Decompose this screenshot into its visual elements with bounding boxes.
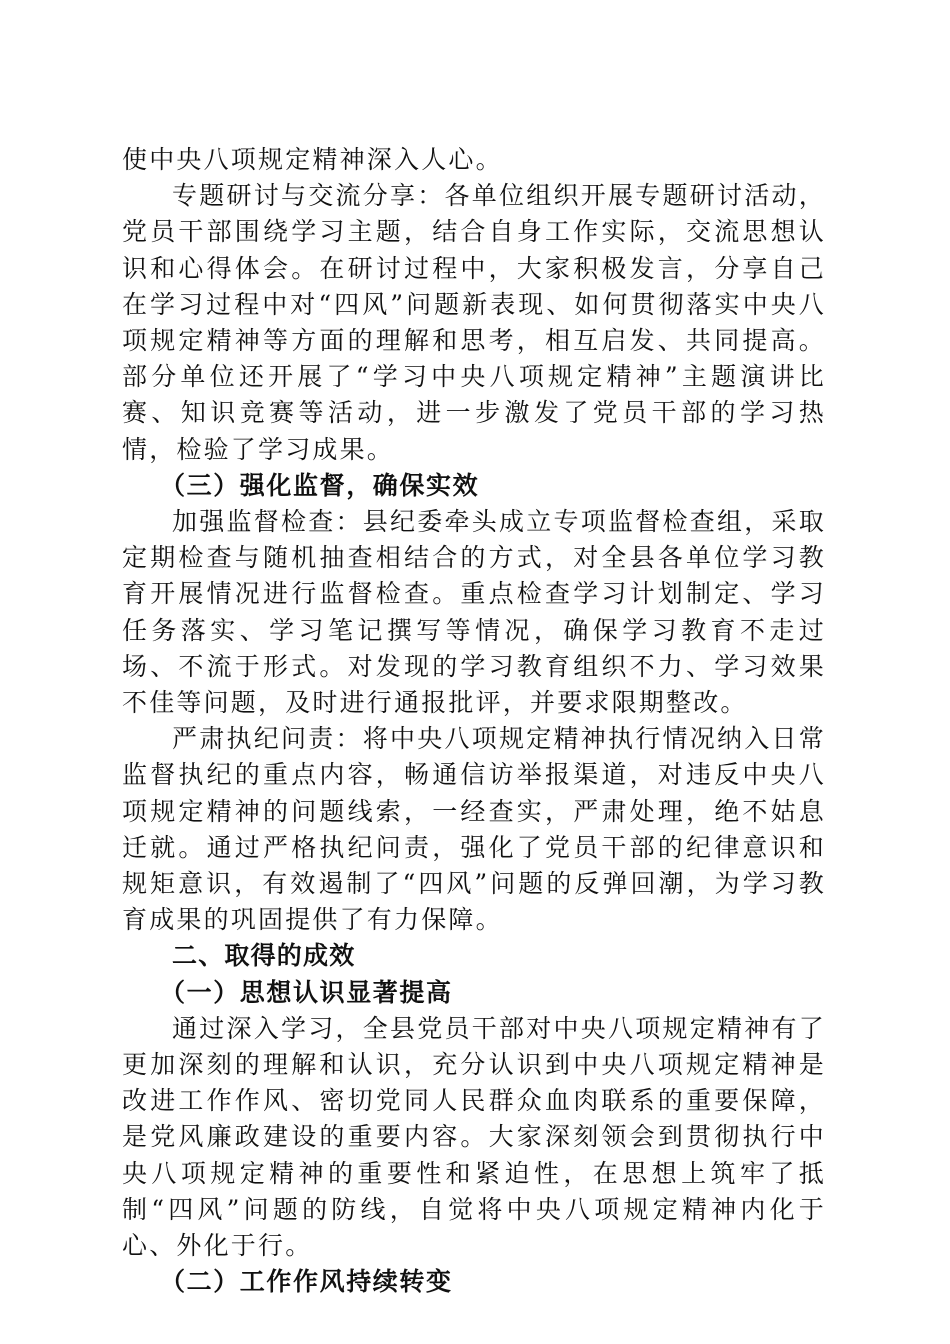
- chapter-heading-achievements: 二、取得的成效: [172, 941, 356, 971]
- paragraph-ideological-awareness: 通过深入学习，全县党员干部对中央八项规定精神有了更加深刻的理解和认识，充分认识到中央八项规定精神是改进工作作风、密切党同人民群众血肉联系的重要保障，是党风廉政建设的重要内容。大家深刻领会到贯彻执行中央八项规定精神的重要性和紧迫性，在思想上筑牢了抵制“四风”问题的防线，自觉将中央八项规定精神内化于心、外化于行。: [122, 1013, 826, 1261]
- section-heading-work-style: （二）工作作风持续转变: [160, 1267, 453, 1297]
- paragraph-seminar-exchange: 专题研讨与交流分享：各单位组织开展专题研讨活动，党员干部围绕学习主题，结合自身工作实际，交流思想认识和心得体会。在研讨过程中，大家积极发言，分享自己在学习过程中对“四风”问题新表现、如何贯彻落实中央八项规定精神等方面的理解和思考，相互启发、共同提高。部分单位还开展了“学习中央八项规定精神”主题演讲比赛、知识竞赛等活动，进一步激发了党员干部的学习热情，检验了学习成果。: [122, 181, 826, 464]
- section-heading-ideological-awareness: （一）思想认识显著提高: [160, 977, 453, 1007]
- document-body: [122, 142, 826, 1301]
- section-heading-strengthen-supervision: （三）强化监督，确保实效: [160, 470, 480, 500]
- paragraph-supervision-inspection: 加强监督检查：县纪委牵头成立专项监督检查组，采取定期检查与随机抽查相结合的方式，对全县各单位学习教育开展情况进行监督检查。重点检查学习计划制定、学习任务落实、学习笔记撰写等情况，确保学习教育不走过场、不流于形式。对发现的学习教育组织不力、学习效果不佳等问题，及时进行通报批评，并要求限期整改。: [122, 507, 826, 718]
- paragraph-discipline-accountability: 严肃执纪问责：将中央八项规定精神执行情况纳入日常监督执纪的重点内容，畅通信访举报渠道，对违反中央八项规定精神的问题线索，一经查实，严肃处理，绝不姑息迁就。通过严格执纪问责，强化了党员干部的纪律意识和规矩意识，有效遏制了“四风”问题的反弹回潮，为学习教育成果的巩固提供了有力保障。: [122, 724, 826, 935]
- paragraph-continuation: 使中央八项规定精神深入人心。: [122, 145, 503, 174]
